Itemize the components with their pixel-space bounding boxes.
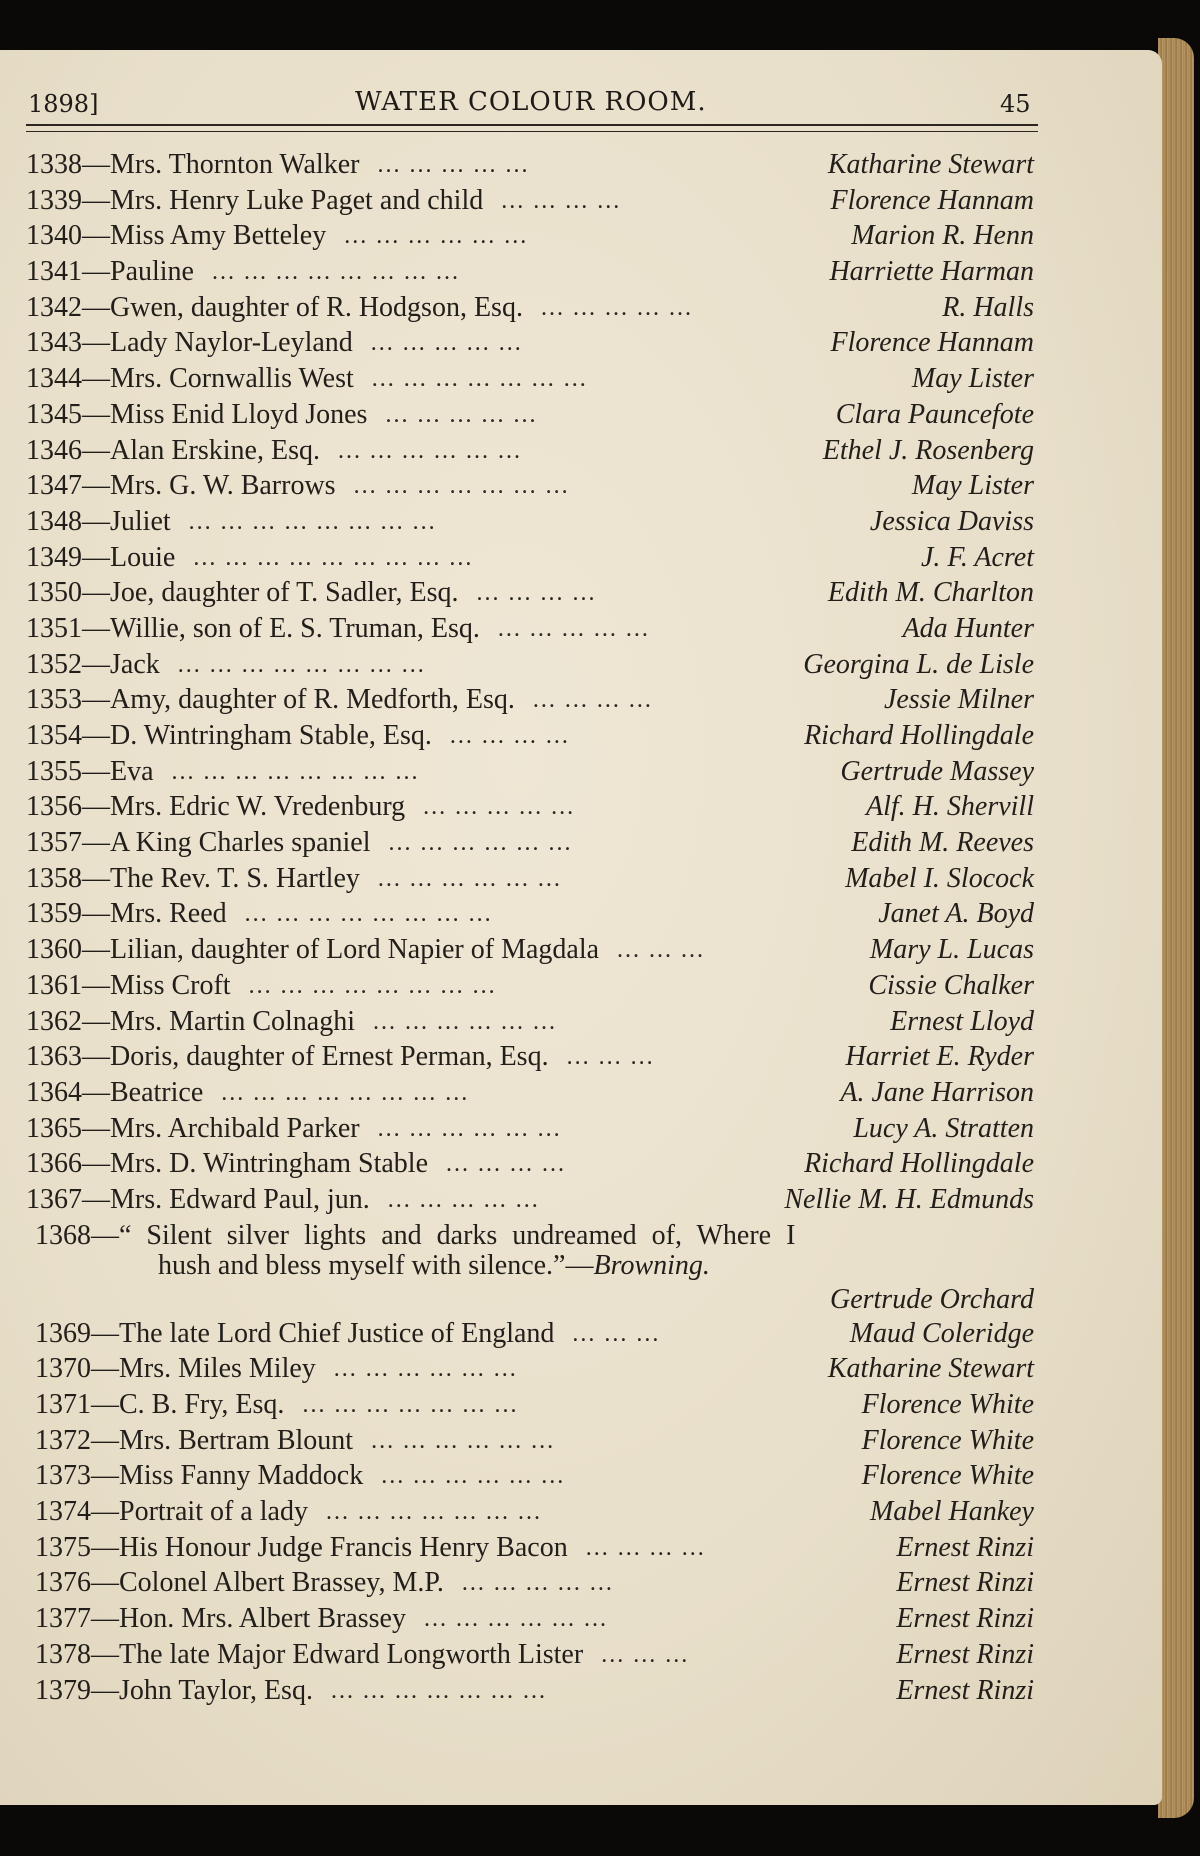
catalogue-entry: [0, 1638, 1200, 1674]
entry-title: D. Wintringham Stable, Esq.: [110, 720, 432, 751]
catalogue-entry: [0, 505, 1200, 541]
header-year: 1898]: [28, 90, 99, 118]
catalogue-entry: [0, 826, 1200, 862]
catalogue-entry: [0, 469, 1200, 505]
leader-dots: ... ... ... ... ... ... ... ...: [188, 508, 437, 535]
entry-number: 1340: [26, 220, 82, 252]
entry-artist: Georgina L. de Lisle: [803, 648, 1034, 680]
catalogue-entry: [0, 576, 1200, 612]
leader-dots: ... ... ...: [617, 937, 706, 964]
catalogue-entry: [0, 434, 1200, 470]
entry-artist: Katharine Stewart: [827, 149, 1034, 180]
catalogue-entry: [0, 969, 1200, 1005]
entry-title: Mrs. Archibald Parker: [110, 1112, 360, 1144]
leader-dots: ... ... ...: [601, 1641, 690, 1668]
entry-line: 1367—Mrs. Edward Paul, jun.: [26, 1183, 370, 1215]
entry-line: 1365—Mrs. Archibald Parker: [26, 1112, 360, 1144]
leader-dots: ... ... ...: [566, 1044, 655, 1071]
entry-line: 1366—Mrs. D. Wintringham Stable: [26, 1148, 428, 1180]
catalogue-entry: [0, 1005, 1200, 1041]
entry-title: Miss Fanny Maddock: [119, 1460, 364, 1492]
entry-artist: Ada Hunter: [902, 612, 1034, 644]
leader-dots: ... ... ... ... ... ...: [381, 1463, 566, 1490]
entry-number: 1343: [26, 327, 82, 359]
entry-line: 1364—Beatrice: [26, 1076, 204, 1108]
entry-artist: Florence White: [861, 1460, 1034, 1492]
leader-dots: ... ... ... ...: [585, 1534, 706, 1561]
entry-line: 1371—C. B. Fry, Esq.: [35, 1389, 285, 1420]
leader-dots: ... ... ...: [572, 1320, 661, 1347]
leader-dots: ... ... ... ...: [501, 187, 622, 214]
entry-title: C. B. Fry, Esq.: [119, 1389, 285, 1420]
entry-number: 1347: [26, 470, 82, 502]
entry-line: 1379—John Taylor, Esq.: [35, 1674, 313, 1706]
entry-title: Portrait of a lady: [119, 1496, 308, 1528]
entry-line: 1344—Mrs. Cornwallis West: [26, 363, 354, 395]
entry-number: 1379: [35, 1674, 91, 1706]
entry-number: 1359: [26, 898, 82, 930]
entry-artist: Maud Coleridge: [849, 1317, 1034, 1349]
catalogue-entry: [0, 648, 1200, 684]
leader-dots: ... ... ... ... ... ...: [344, 223, 529, 250]
leader-dots: ... ... ... ... ... ... ...: [371, 366, 588, 393]
entry-title: Mrs. Bertram Blount: [119, 1424, 354, 1456]
entry-number: 1360: [26, 934, 82, 966]
leader-dots: ... ... ... ... ...: [461, 1570, 614, 1597]
entry-line: 1377—Hon. Mrs. Albert Brassey: [35, 1603, 406, 1635]
catalogue-list: [0, 148, 1200, 1709]
quote-text-2: hush and bless myself with silence.”—: [158, 1249, 594, 1281]
entry-number: 1361: [26, 969, 82, 1001]
leader-dots: ... ... ... ... ... ... ... ...: [171, 758, 420, 785]
entry-title: Juliet: [110, 505, 171, 537]
entry-number: 1348: [26, 505, 82, 537]
leader-dots: ... ... ... ...: [446, 1151, 566, 1178]
catalogue-entry-quote: [0, 1219, 1200, 1317]
leader-dots: ... ... ... ... ...: [540, 294, 693, 321]
entry-number: 1375: [35, 1531, 91, 1563]
entry-artist: Ernest Rinzi: [896, 1674, 1034, 1706]
entry-number: 1356: [26, 791, 82, 823]
quote-line-2: [158, 1249, 710, 1283]
catalogue-entry: [0, 1076, 1200, 1112]
entry-line: 1351—Willie, son of E. S. Truman, Esq.: [26, 612, 480, 644]
entry-artist: Janet A. Boyd: [878, 898, 1034, 930]
entry-artist: Harriette Harman: [829, 256, 1034, 288]
entry-number: 1357: [26, 827, 82, 859]
entry-artist: Nellie M. H. Edmunds: [784, 1183, 1034, 1215]
entry-artist: Florence Hannam: [830, 327, 1034, 359]
leader-dots: ... ... ... ...: [532, 687, 653, 714]
catalogue-entry: [0, 1424, 1200, 1460]
catalogue-entry: [0, 755, 1200, 791]
entry-number: 1372: [35, 1424, 91, 1456]
catalogue-entry: [0, 184, 1200, 220]
entry-number: 1341: [26, 256, 82, 288]
entry-number: 1377: [35, 1603, 91, 1635]
entry-number: 1354: [26, 720, 82, 751]
entry-title: Mrs. Miles Miley: [119, 1353, 316, 1385]
entry-title: Joe, daughter of T. Sadler, Esq.: [110, 577, 459, 609]
entry-title: Doris, daughter of Ernest Perman, Esq.: [110, 1041, 549, 1073]
quote-source: Browning.: [593, 1249, 710, 1281]
catalogue-entry: [0, 1317, 1200, 1353]
leader-dots: ... ... ... ... ... ... ... ...: [248, 972, 497, 999]
catalogue-group-a: [0, 148, 1200, 1219]
entry-artist: May Lister: [911, 470, 1034, 502]
catalogue-group-b: [0, 1317, 1200, 1710]
entry-title: Colonel Albert Brassey, M.P.: [119, 1567, 444, 1599]
entry-number: 1376: [35, 1567, 91, 1599]
leader-dots: ... ... ... ... ... ... ... ... ...: [193, 544, 474, 571]
entry-title: Mrs. G. W. Barrows: [110, 470, 336, 502]
entry-line: 1342—Gwen, daughter of R. Hodgson, Esq.: [26, 291, 523, 323]
running-header: [0, 80, 1200, 120]
entry-title: Miss Amy Betteley: [110, 220, 327, 252]
entry-title: Jack: [110, 648, 160, 680]
catalogue-entry: [0, 1040, 1200, 1076]
catalogue-entry: [0, 326, 1200, 362]
entry-number: 1370: [35, 1353, 91, 1385]
leader-dots: ... ... ... ... ...: [423, 794, 576, 821]
entry-number: 1378: [35, 1638, 91, 1670]
entry-number: 1339: [26, 184, 82, 216]
entry-artist: Ernest Rinzi: [896, 1603, 1034, 1635]
entry-artist: Gertrude Massey: [840, 755, 1034, 787]
leader-dots: ... ... ... ... ... ... ... ...: [177, 651, 426, 678]
entry-title: Louie: [110, 541, 176, 573]
entry-number: 1350: [26, 577, 82, 609]
entry-artist: Florence White: [861, 1389, 1034, 1420]
entry-line: 1347—Mrs. G. W. Barrows: [26, 470, 336, 502]
entry-title: His Honour Judge Francis Henry Bacon: [119, 1531, 568, 1563]
entry-line: 1373—Miss Fanny Maddock: [35, 1460, 364, 1492]
entry-number: 1342: [26, 291, 82, 323]
page-number: 45: [1000, 90, 1031, 118]
catalogue-entry: [0, 612, 1200, 648]
entry-title: Lady Naylor-Leyland: [110, 327, 353, 359]
leader-dots: ... ... ... ... ... ...: [373, 1008, 557, 1035]
catalogue-entry: [0, 1602, 1200, 1638]
entry-artist: Ernest Rinzi: [896, 1567, 1034, 1599]
entry-title: Eva: [110, 755, 154, 787]
entry-artist: Marion R. Henn: [851, 220, 1034, 252]
entry-line: 1363—Doris, daughter of Ernest Perman, Esq.: [26, 1041, 549, 1073]
entry-number: 1373: [35, 1460, 91, 1492]
entry-number: 1371: [35, 1389, 91, 1420]
leader-dots: ... ... ... ... ... ... ...: [330, 1677, 547, 1704]
entry-artist: Jessie Milner: [883, 684, 1034, 716]
catalogue-entry: [0, 1388, 1200, 1424]
catalogue-entry: [0, 790, 1200, 826]
catalogue-entry: [0, 1147, 1200, 1183]
entry-number: 1366: [26, 1148, 82, 1180]
entry-line: 1345—Miss Enid Lloyd Jones: [26, 398, 368, 430]
leader-dots: ... ... ... ...: [449, 723, 570, 749]
entry-line: 1340—Miss Amy Betteley: [26, 220, 327, 252]
entry-line: 1360—Lilian, daughter of Lord Napier of Magdala: [26, 934, 600, 966]
catalogue-entry: [0, 897, 1200, 933]
entry-line: 1362—Mrs. Martin Colnaghi: [26, 1005, 355, 1037]
catalogue-entry: [0, 398, 1200, 434]
leader-dots: ... ... ... ... ... ... ... ...: [212, 259, 460, 286]
entry-title: John Taylor, Esq.: [119, 1674, 313, 1706]
leader-dots: ... ... ... ... ... ... ...: [325, 1499, 542, 1526]
entry-line: 1374—Portrait of a lady: [35, 1496, 308, 1528]
leader-dots: ... ... ... ... ... ... ... ...: [221, 1079, 470, 1106]
catalogue-entry: [0, 1112, 1200, 1148]
leader-dots: ... ... ... ...: [476, 580, 597, 607]
header-title: WATER COLOUR ROOM.: [355, 87, 707, 117]
entry-number: 1344: [26, 363, 82, 395]
entry-artist: Cissie Chalker: [868, 969, 1034, 1001]
entry-title: Mrs. Thornton Walker: [110, 149, 360, 180]
entry-artist: Clara Pauncefote: [835, 398, 1034, 430]
entry-title: Lilian, daughter of Lord Napier of Magdala: [110, 934, 600, 966]
entry-line: 1352—Jack: [26, 648, 160, 680]
entry-number: 1349: [26, 541, 82, 573]
leader-dots: ... ... ... ... ...: [377, 152, 530, 178]
entry-artist: May Lister: [911, 363, 1034, 395]
entry-title: Alan Erskine, Esq.: [110, 434, 320, 466]
leader-dots: ... ... ... ... ...: [497, 615, 650, 642]
entry-artist: Florence Hannam: [830, 184, 1034, 216]
entry-artist: Ernest Rinzi: [896, 1531, 1034, 1563]
entry-artist: J. F. Acret: [920, 541, 1034, 573]
entry-line: 1378—The late Major Edward Longworth Lister: [35, 1638, 584, 1670]
entry-line: 1358—The Rev. T. S. Hartley: [26, 862, 360, 894]
entry-artist: Edith M. Reeves: [851, 827, 1034, 859]
entry-line: 1372—Mrs. Bertram Blount: [35, 1424, 354, 1456]
catalogue-entry: [0, 1459, 1200, 1495]
leader-dots: ... ... ... ... ... ...: [333, 1356, 518, 1383]
catalogue-entry: [0, 1566, 1200, 1602]
quote-line-1: [35, 1219, 795, 1253]
entry-line: 1376—Colonel Albert Brassey, M.P.: [35, 1567, 444, 1599]
entry-artist: R. Halls: [942, 291, 1034, 323]
entry-number: 1353: [26, 684, 82, 716]
entry-title: Mrs. Reed: [110, 898, 227, 930]
entry-number: 1355: [26, 755, 82, 787]
entry-title: Mrs. Martin Colnaghi: [110, 1005, 355, 1037]
entry-number: 1338: [26, 149, 82, 180]
entry-line: 1361—Miss Croft: [26, 969, 231, 1001]
entry-line: 1348—Juliet: [26, 505, 171, 537]
entry-number: 1358: [26, 862, 82, 894]
catalogue-entry: [0, 291, 1200, 327]
catalogue-entry: [0, 683, 1200, 719]
entry-number: 1369: [35, 1317, 91, 1349]
leader-dots: ... ... ... ... ... ...: [388, 830, 573, 857]
leader-dots: ... ... ... ... ... ...: [423, 1606, 608, 1633]
entry-line: 1369—The late Lord Chief Justice of England: [35, 1317, 555, 1349]
catalogue-entry: [0, 362, 1200, 398]
entry-artist: Mary L. Lucas: [869, 934, 1034, 966]
catalogue-entry: [0, 255, 1200, 291]
entry-line: 1343—Lady Naylor-Leyland: [26, 327, 353, 359]
entry-line: 1353—Amy, daughter of R. Medforth, Esq.: [26, 684, 515, 716]
leader-dots: ... ... ... ... ... ... ...: [353, 473, 570, 500]
leader-dots: ... ... ... ... ...: [385, 401, 538, 428]
entry-title: Gwen, daughter of R. Hodgson, Esq.: [110, 291, 523, 323]
header-rule-thin: [26, 131, 1038, 132]
entry-title: Mrs. Henry Luke Paget and child: [110, 184, 484, 216]
leader-dots: ... ... ... ... ... ... ...: [302, 1392, 519, 1418]
catalogue-entry: [0, 862, 1200, 898]
entry-line: 1341—Pauline: [26, 256, 194, 288]
catalogue-entry: [0, 1531, 1200, 1567]
entry-line: 1357—A King Charles spaniel: [26, 827, 371, 859]
leader-dots: ... ... ... ... ... ...: [337, 437, 522, 464]
catalogue-entry: [0, 541, 1200, 577]
catalogue-entry: [0, 219, 1200, 255]
entry-artist: Harriet E. Ryder: [845, 1041, 1034, 1073]
entry-artist: Florence White: [861, 1424, 1034, 1456]
entry-line: 1354—D. Wintringham Stable, Esq.: [26, 720, 432, 751]
entry-line: 1346—Alan Erskine, Esq.: [26, 434, 320, 466]
entry-title: Willie, son of E. S. Truman, Esq.: [110, 612, 480, 644]
entry-number: 1374: [35, 1496, 91, 1528]
entry-number: 1368: [35, 1219, 91, 1251]
catalogue-entry: [0, 719, 1200, 755]
leader-dots: ... ... ... ... ...: [370, 330, 523, 357]
entry-artist: Ernest Lloyd: [890, 1005, 1034, 1037]
entry-title: Hon. Mrs. Albert Brassey: [119, 1603, 406, 1635]
entry-line: 1355—Eva: [26, 755, 154, 787]
entry-title: Miss Croft: [110, 969, 231, 1001]
leader-dots: ... ... ... ... ... ...: [377, 865, 562, 892]
entry-title: The late Major Edward Longworth Lister: [119, 1638, 584, 1670]
entry-number: 1362: [26, 1005, 82, 1037]
entry-artist: Alf. H. Shervill: [866, 791, 1034, 823]
entry-artist: Jessica Daviss: [869, 505, 1034, 537]
entry-title: Pauline: [110, 256, 194, 288]
entry-title: Mrs. D. Wintringham Stable: [110, 1148, 428, 1180]
entry-line: 1350—Joe, daughter of T. Sadler, Esq.: [26, 577, 459, 609]
entry-number: 1363: [26, 1041, 82, 1073]
entry-number: 1364: [26, 1076, 82, 1108]
entry-artist: Lucy A. Stratten: [853, 1112, 1034, 1144]
catalogue-entry: [0, 1183, 1200, 1219]
entry-artist: Ernest Rinzi: [896, 1638, 1034, 1670]
leader-dots: ... ... ... ... ... ... ... ...: [244, 901, 493, 928]
catalogue-entry: [0, 1352, 1200, 1388]
entry-title: The Rev. T. S. Hartley: [110, 862, 360, 894]
entry-artist: Gertrude Orchard: [829, 1283, 1034, 1315]
entry-title: The late Lord Chief Justice of England: [119, 1317, 555, 1349]
leader-dots: ... ... ... ... ...: [387, 1186, 540, 1213]
entry-line: 1349—Louie: [26, 541, 176, 573]
catalogue-entry: [0, 1674, 1200, 1710]
catalogue-entry: [0, 1495, 1200, 1531]
leader-dots: ... ... ... ... ... ...: [371, 1427, 556, 1454]
catalogue-entry: [0, 933, 1200, 969]
catalogue-entry: [0, 148, 1200, 184]
entry-number: 1345: [26, 398, 82, 430]
entry-title: Mrs. Edward Paul, jun.: [110, 1183, 370, 1215]
entry-line: 1356—Mrs. Edric W. Vredenburg: [26, 791, 406, 823]
entry-line: 1370—Mrs. Miles Miley: [35, 1353, 316, 1385]
entry-title: Mrs. Cornwallis West: [110, 363, 354, 395]
entry-artist: Ethel J. Rosenberg: [822, 434, 1034, 466]
quote-text-1: —“ Silent silver lights and darks undreamed of, Where I: [91, 1219, 796, 1251]
entry-artist: Katharine Stewart: [827, 1353, 1034, 1385]
entry-title: Amy, daughter of R. Medforth, Esq.: [110, 684, 515, 716]
entry-number: 1365: [26, 1112, 82, 1144]
entry-artist: Mabel Hankey: [869, 1496, 1034, 1528]
entry-artist: Richard Hollingdale: [804, 720, 1034, 751]
entry-title: Beatrice: [110, 1076, 204, 1108]
entry-title: Miss Enid Lloyd Jones: [110, 398, 368, 430]
entry-title: Mrs. Edric W. Vredenburg: [110, 791, 406, 823]
entry-number: 1351: [26, 612, 82, 644]
header-rule: [26, 124, 1038, 126]
entry-line: 1359—Mrs. Reed: [26, 898, 227, 930]
entry-number: 1367: [26, 1183, 82, 1215]
entry-artist: Edith M. Charlton: [827, 577, 1034, 609]
entry-line: 1339—Mrs. Henry Luke Paget and child: [26, 184, 484, 216]
entry-line: 1338—Mrs. Thornton Walker: [26, 149, 360, 180]
leader-dots: ... ... ... ... ... ...: [377, 1115, 562, 1142]
entry-artist: A. Jane Harrison: [840, 1076, 1034, 1108]
entry-line: 1375—His Honour Judge Francis Henry Bacon: [35, 1531, 568, 1563]
entry-number: 1346: [26, 434, 82, 466]
entry-title: A King Charles spaniel: [110, 827, 371, 859]
entry-artist: Mabel I. Slocock: [845, 862, 1034, 894]
entry-artist: Richard Hollingdale: [804, 1148, 1034, 1180]
entry-number: 1352: [26, 648, 82, 680]
